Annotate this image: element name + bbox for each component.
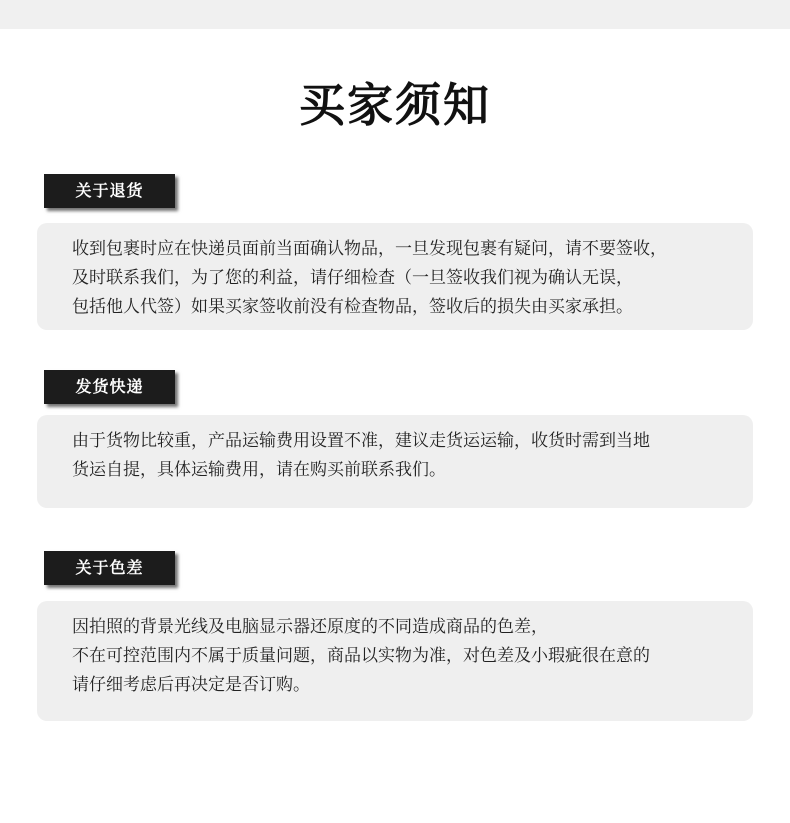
- section-box-returns: [37, 223, 753, 330]
- color-line-2: 不在可控范围内不属于质量问题，商品以实物为准，对色差及小瑕疵很在意的: [72, 646, 650, 666]
- section-box-color-difference: [37, 601, 753, 721]
- returns-line-1: 收到包裹时应在快递员面前当面确认物品，一旦发现包裹有疑问，请不要签收，: [72, 239, 667, 259]
- returns-line-3: 包括他人代签）如果买家签收前没有检查物品，签收后的损失由买家承担。: [72, 297, 633, 317]
- section-box-shipping: [37, 415, 753, 508]
- section-label-color-difference: 关于色差: [44, 551, 175, 585]
- returns-line-2: 及时联系我们，为了您的利益，请仔细检查（一旦签收我们视为确认无误，: [72, 268, 633, 288]
- color-line-3: 请仔细考虑后再决定是否订购。: [72, 675, 310, 695]
- shipping-line-2: 货运自提，具体运输费用，请在购买前联系我们。: [72, 460, 446, 480]
- section-label-returns: 关于退货: [44, 174, 175, 208]
- color-line-1: 因拍照的背景光线及电脑显示器还原度的不同造成商品的色差，: [72, 617, 548, 637]
- top-band: [0, 0, 790, 29]
- shipping-line-1: 由于货物比较重，产品运输费用设置不准，建议走货运运输，收货时需到当地: [72, 431, 650, 451]
- section-label-shipping: 发货快递: [44, 370, 175, 404]
- page-title: 买家须知: [299, 78, 491, 132]
